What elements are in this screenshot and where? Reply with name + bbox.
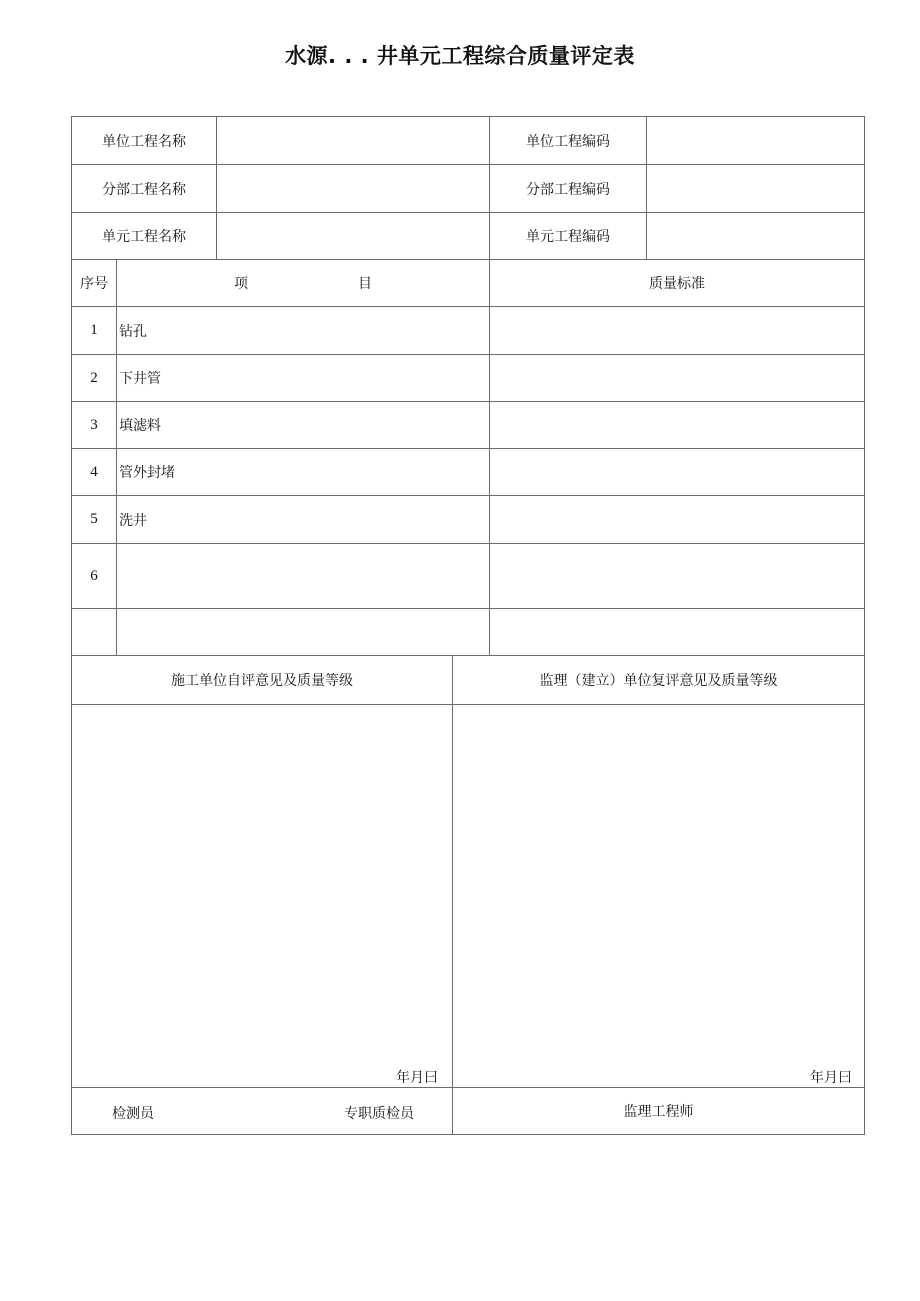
item-standard-field[interactable]: [490, 449, 865, 496]
item-no: 1: [72, 307, 117, 355]
contractor-evaluation-heading: 施工单位自评意见及质量等级: [72, 656, 453, 705]
division-project-name-field[interactable]: [217, 165, 490, 213]
element-project-name-field[interactable]: [217, 213, 490, 260]
element-project-name-label: 单元工程名称: [72, 213, 217, 260]
item-no: 3: [72, 402, 117, 449]
info-table: [71, 116, 865, 656]
item-no: 5: [72, 496, 117, 544]
item-name: 管外封堵: [117, 449, 490, 496]
item-no: [72, 609, 117, 656]
item-standard-field[interactable]: [490, 544, 865, 609]
header-row-unit: [72, 117, 865, 165]
supervising-engineer-label: 监理工程师: [453, 1088, 865, 1135]
supervisor-evaluation-area[interactable]: [453, 705, 865, 1088]
division-project-code-field[interactable]: [647, 165, 865, 213]
division-project-name-label: 分部工程名称: [72, 165, 217, 213]
table-row: [72, 355, 865, 402]
contractor-evaluation-area[interactable]: [72, 705, 453, 1088]
column-standard-header: 质量标准: [490, 260, 865, 307]
item-no: 6: [72, 544, 117, 609]
evaluation-body-row: [72, 705, 865, 1088]
column-seq-header: 序号: [72, 260, 117, 307]
header-row-division: [72, 165, 865, 213]
item-name[interactable]: [117, 609, 490, 656]
column-item-header: [117, 260, 490, 307]
element-project-code-label: 单元工程编码: [490, 213, 647, 260]
item-standard-field[interactable]: [490, 496, 865, 544]
supervisor-evaluation-heading: 监理（建立）单位复评意见及质量等级: [453, 656, 865, 705]
unit-project-code-label: 单位工程编码: [490, 117, 647, 165]
column-item-header-part1: 项: [234, 276, 248, 292]
item-name: 洗井: [117, 496, 490, 544]
item-name: 填滤料: [117, 402, 490, 449]
page-title: 水源. . . 井单元工程综合质量评定表: [285, 44, 635, 68]
column-header-row: [72, 260, 865, 307]
item-name: 下井管: [117, 355, 490, 402]
evaluation-heading-row: [72, 656, 865, 705]
contractor-date-label: 年月曰: [396, 1070, 438, 1086]
column-item-header-part2: 目: [358, 276, 372, 292]
evaluation-table: [71, 655, 865, 1135]
item-name: 钻孔: [117, 307, 490, 355]
item-standard-field[interactable]: [490, 609, 865, 656]
unit-project-code-field[interactable]: [647, 117, 865, 165]
contractor-signature-cell: [72, 1088, 453, 1135]
item-standard-field[interactable]: [490, 307, 865, 355]
unit-project-name-field[interactable]: [217, 117, 490, 165]
item-name[interactable]: [117, 544, 490, 609]
item-no: 2: [72, 355, 117, 402]
signature-row: [72, 1088, 865, 1135]
table-row: [72, 307, 865, 355]
table-row: [72, 449, 865, 496]
item-standard-field[interactable]: [490, 355, 865, 402]
table-row: [72, 544, 865, 609]
header-row-element: [72, 213, 865, 260]
item-standard-field[interactable]: [490, 402, 865, 449]
item-no: 4: [72, 449, 117, 496]
element-project-code-field[interactable]: [647, 213, 865, 260]
division-project-code-label: 分部工程编码: [490, 165, 647, 213]
unit-project-name-label: 单位工程名称: [72, 117, 217, 165]
table-row: [72, 402, 865, 449]
supervisor-date-label: 年月曰: [810, 1070, 852, 1086]
inspector-label: 检测员: [112, 1106, 154, 1122]
table-row: [72, 496, 865, 544]
quality-inspector-label: 专职质检员: [344, 1106, 414, 1122]
table-row: [72, 609, 865, 656]
